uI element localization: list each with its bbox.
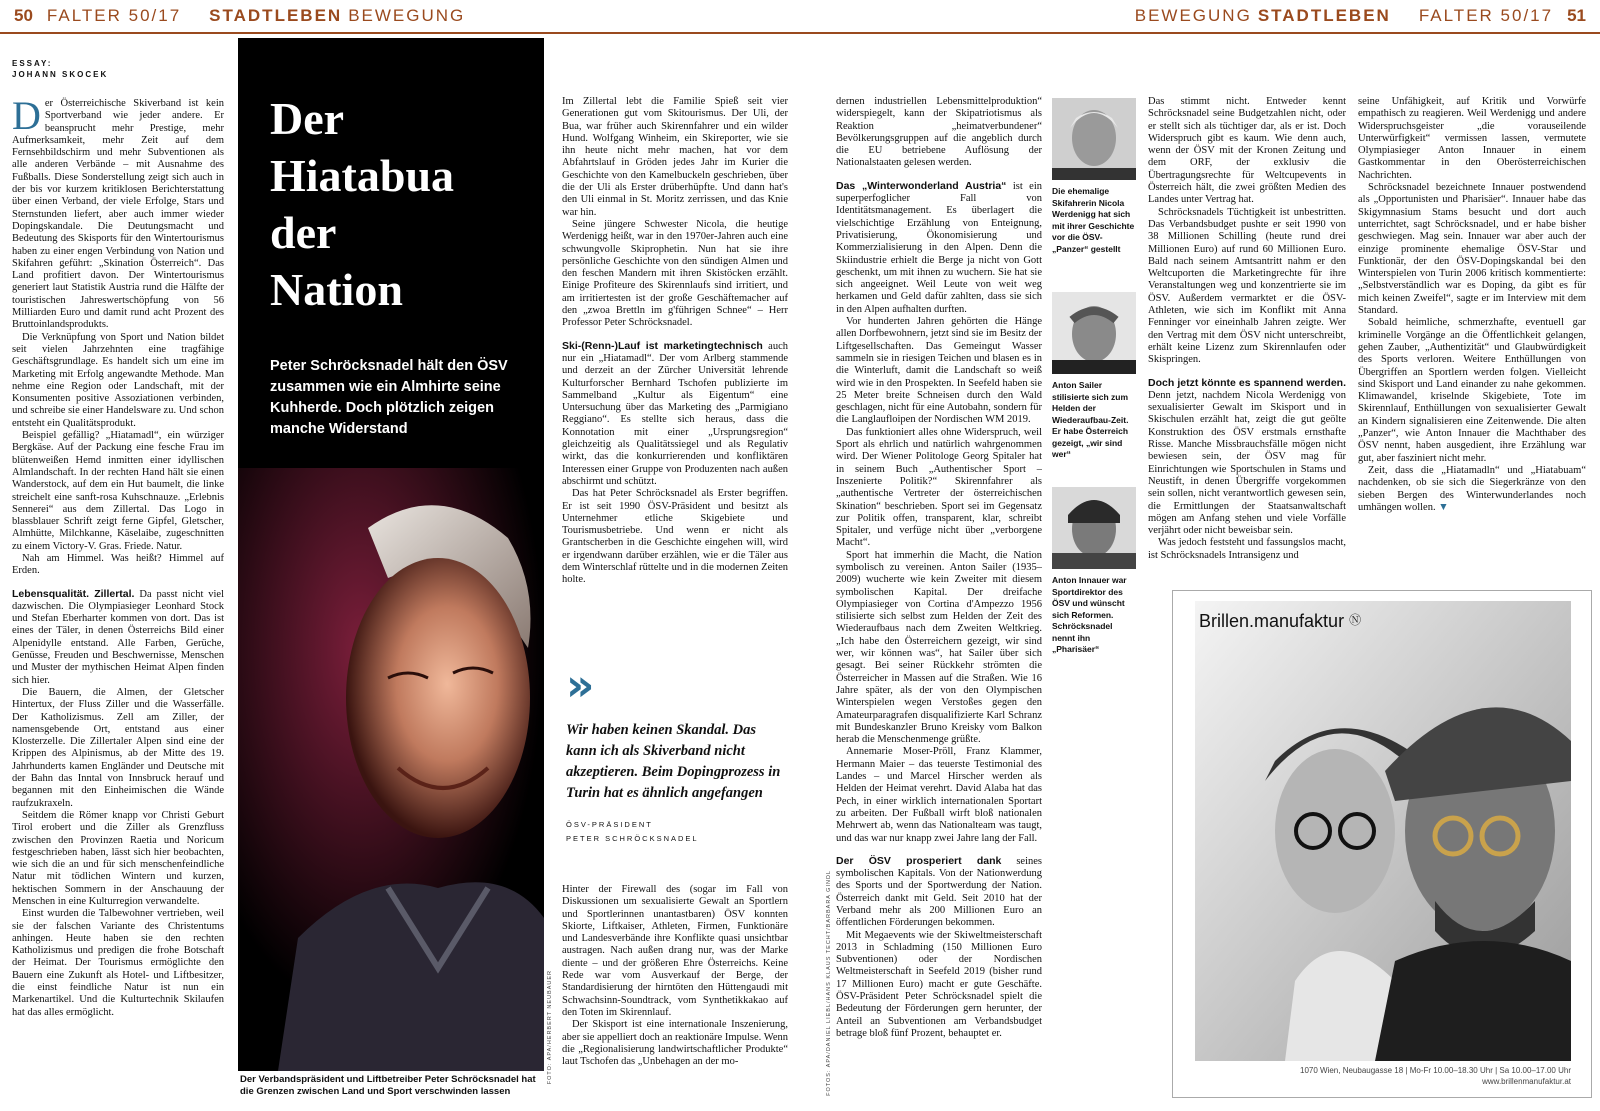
paragraph: Seitdem die Römer knapp vor Christi Geburt Tirol erobert und die Ziller als Grenzfluss zwischen den Provinzen Raetia und Noricum festgeschrieben haben, lässt sich hier beobachten, wie sich die an und für sich menschenfeindliche Natur mit tödlichen Wintern und kurzen, hektischen Sommern in der Anschauung der Menschen in eine Kulturregion verwandelte. — [12, 809, 224, 907]
byline — [12, 58, 224, 80]
subsection-left: BEWEGUNG — [348, 6, 466, 25]
byline-author: JOHANN SKOCEK — [12, 70, 109, 79]
pull-quote — [566, 660, 784, 846]
article-deck: Peter Schröcksnadel hält den ÖSV zusammen wie ein Almhirte seine Kuhherde. Doch plötzlich zeigen manche Widerstand — [270, 358, 508, 437]
paragraph: Vor hunderten Jahren gehörten die Hänge allen Dorfbewohnern, jetzt sind sie im Besitz der Liftgesellschaften. Das Gemeingut Wasser sammeln sie in riesigen Teichen und blasen es in die Winterluft, damit die Landschaft so weiß wird wie in den Prospekten. In Seefeld haben sie 25 Meter breite Schneisen durch den Wald geschlagen, nicht für eine Autobahn, sondern für die Langlaufloipen der Nordischen WM 2019. — [836, 316, 1042, 426]
paragraph: Mit Megaevents wie der Skiweltmeisterschaft 2013 in Schladming (150 Millionen Euro Subventionen) oder der Nordischen Weltmeisterschaft in Seefeld 2019 (bisher rund 17 Millionen Euro) macht er gute Geschäfte. ÖSV-Präsident Peter Schröcksnadel spielt die Bedeutung der Förderungen gern herunter, der Anteil an Subventionen am Verbandsbudget betrage bloß fünf Prozent, behauptet er. — [836, 929, 1042, 1039]
advertisement[interactable] — [1172, 590, 1592, 1098]
paragraph: Hinter der Firewall des (sogar im Fall von Diskussionen um sexualisierte Gewalt an Sportlern und Sportlerinnen unantastbaren) ÖSV konnten Skiorte, Liftkaiser, Athleten, Firmen, Funktionäre und Landesverbände ihre Konflikte quasi unsichtbar austragen. Nach außen drang nur, was der Marke diente – und der größeren Ehre Österreichs. Keine Rede war vom Ausverkauf der Berge, der Standardisierung der hirntöten den Hüttengaudi mit Schwachsinn-Soundtrack, vom Synthetikkakao auf den Toten im Skirennlauf. — [562, 884, 788, 1018]
paragraph: Schröcksnadels Tüchtigkeit ist unbestritten. Das Verbandsbudget pushte er seit 1990 von 38 Millionen Schilling (heute rund drei Millionen Euro) auf rund 60 Millionen Euro. Bald nach seinem Amtsantritt nahm er den Weltcuporten die Marketingrechte für ihre Veranstaltungen weg und konzentrierte sie im ÖSV. Außerdem vermarktet er die ÖSV-Athleten, wie sich im Konflikt mit Anna Fenninger vor eineinhalb Jahren zeigte. Wer den Vertrag mit dem ÖSV nicht unterschreibt, erhält keine Lizenz zum Skirennlaufen oder Skispringen. — [1148, 206, 1346, 366]
photo-credit-2: FOTOS: APA/DANIEL LIEBL/HANS KLAUS TECHT/BARBARA GINDL — [826, 870, 832, 1096]
subsection-right: BEWEGUNG — [1134, 6, 1252, 25]
paragraph: Die Bauern, die Almen, der Gletscher Hintertux, der Fluss Ziller und die Wasserfälle. Der Katholizismus. Zell am Ziller, der namensgebende Ort, entstand aus einer Klosterzelle. Die Zillertaler Alpen sind eine der Krippen des Alpinismus, ab der Mitte des 19. Jahrhunderts kamen Engländer und Deutsche mit der Bahn das Inntal von Innsbruck herauf und begannen mit den Einheimischen die Wände raufzukraxeln. — [12, 686, 224, 809]
caption-werdenigg: Die ehemalige Skifahrerin Nicola Werdenigg hat sich mit ihrer Geschichte vor die ÖSV-„Panzer“ gestellt — [1052, 186, 1135, 254]
ad-brand: Brillen.manufaktur Ⓝ — [1199, 611, 1362, 631]
page-number-left: 50 — [14, 6, 33, 25]
portrait-innauer — [1052, 487, 1136, 569]
ad-address: 1070 Wien, Neubaugasse 18 | Mo-Fr 10.00–18.30 Uhr | Sa 10.00–17.00 Uhr www.brillenmanufaktur.at — [1195, 1065, 1571, 1087]
paragraph: Zeit, dass die „Hiatamadln“ und „Hiatabuam“ nachdenken, ob sie sich die Siegerkränze von den sieben Bergen des Winterwunderlandes noch umhängen wollen. ▼ — [1358, 464, 1586, 513]
paragraph: Sport hat immerhin die Macht, die Nation symbolisch zu vereinen. Anton Sailer (1935–2009) wucherte wie kein Zweiter mit diesem symbolischen Kapital. Der dreifache Olympiasieger von Cortina d'Ampezzo 1956 stilisierte sich selbst zum Helden der Zeit des Wiederaufbaus nach dem Zweiten Weltkrieg. „Ich habe den Österreichern gezeigt, wir sind wer, wir können was“, hat Sailer über sich gesagt. Bei seiner Rückkehr strömten die Österreicher in Massen auf die Straßen. Wie 16 Jahre später, als der von den Olympischen Winterspielen wegen Verstoßes gegen den Amateurparagrafen disqualifizierte Karl Schranz mit Bundeskanzler Bruno Kreisky vom Balkon herab die Menschenmenge grüßte. — [836, 549, 1042, 746]
section-right: STADTLEBEN — [1257, 6, 1391, 25]
paragraph: Die Verknüpfung von Sport und Nation bildet seit vielen Jahrzehnten eine tragfähige Geschäftsgrundlage. Es handelt sich um eine im Marketing mit Erfolg angewandte Methode. Man nehme eine Region oder Landschaft, mit der Konsumenten positive Assoziationen verbinden, und schreibe sie einer Handelsware zu. Und schon entsteht ein Qualitätsprodukt. — [12, 331, 224, 429]
column-1 — [12, 58, 224, 1088]
portrait-sailer — [1052, 292, 1136, 374]
column-4 — [1148, 96, 1346, 576]
paragraph: dernen industriellen Lebensmittelproduktion“ widerspiegelt, kann der Skipatriotismus als Reaktion „heimatverbundener“ Bevölkerungsgruppen auf die angeblich durch die EU betriebene Auflösung der Nationalstaaten gelesen werden. — [836, 96, 1042, 169]
paragraph: Doch jetzt könnte es spannend werden. Denn jetzt, nachdem Nicola Werdenigg von sexualisierter Gewalt im Skisport und in Skischulen erzählt hat, zeigt die gut geölte Konstruktion des ÖSV erstmals ernsthafte Risse. Manche Missbrauchsfälle mögen nicht bewiesen sein, der ÖSV mag für Einrichtungen wie Sportschulen in Stams und Neustift, in denen Übergriffe vorgekommen sein sollen, nicht verantwortlich gewesen sein, die Ermittlungen der Staatsanwaltschaft mögen am Anfang stehen und viele Vorfälle verjährt oder nicht beweisbar sein. — [1148, 376, 1346, 537]
hero-photo-block — [238, 38, 544, 1071]
ad-photo — [1195, 601, 1571, 1061]
paragraph: Einst wurden die Talbewohner vertrieben, weil sie der falschen Variante des Christentums anhingen. Heute haben sie den rechten Katholizismus und predigen die frohe Botschaft der Heimat. Der Tourismus ermöglichte den Bauern eine Zukunft als Hotel- und Liftbesitzer, die einst feindliche Natur ist nun ein Markenartikel. Und die Kulturtechnik Skilaufen hat das alles ermöglicht. — [12, 908, 224, 1018]
section-left: STADTLEBEN — [209, 6, 343, 25]
paragraph: Beispiel gefällig? „Hiatamadl“, ein würziger Bergkäse. Auf der Packung eine fesche Frau im blütenweißen Hemd inmitten einer idyllischen Almlandschaft. In der rechten Hand hält sie einen Wanderstock, auf dem ein Hut baumelt, die linke streichelt eine sanft-rosa Kuhschnauze. „Erlebnis Sennerei“ aus dem Zillertal. Das Logo in blassblauer Schrift zeigt ferne Gipfel, Gletscher, Almhütte, Milchkanne, Käselaibe, zugeschnitten zu einem Victory-V. Gras. Friede. Natur. — [12, 430, 224, 552]
paragraph: Nah am Himmel. Was heißt? Himmel auf Erden. — [12, 552, 224, 577]
page-number-right: 51 — [1567, 6, 1586, 25]
portrait-photo — [238, 468, 544, 1071]
article-title: Der Hiatabua der Nation — [270, 93, 455, 315]
header-left — [14, 0, 465, 32]
end-mark-icon: ▼ — [1438, 501, 1449, 513]
paragraph: Das „Winterwonderland Austria“ ist ein superperfoglicher Fall von Identitätsmanagement. Es überlagert die vielschichtige Erzählung von Enteignung, Privatisierung, Ökonomisierung und Kommerzialisierung in den Alpen. Denn die Skiindustrie erhielt die Berge ja nicht von Gott geschenkt, um mit ihnen zu wuchern. Sie hat sie sich angeeignet. Weil Leute von weit weg herkamen und Geld dafür zahlten, dass sie sich in den Alpen aufhalten durften. — [836, 179, 1042, 315]
photo-caption: Der Verbandspräsident und Liftbetreiber Peter Schröcksnadel hat die Grenzen zwischen Land und Sport verschwinden lassen — [240, 1074, 536, 1097]
paragraph: Sobald heimliche, schmerzhafte, eventuell gar kriminelle Vorgänge an die Öffentlichkeit gelangen, gehen Zauber, „Authentizität“ und Glaubwürdigkeit des Sports verloren. Weitere Enthüllungen von Übergriffen an Sportlern werden folgen. Vielleicht sind Skisport und Land einander zu nahe gekommen. Klimawandel, kriselnde Skigebiete, Tote im Skirennlauf, Enthüllungen von sexualisierter Gewalt an Kindern signalisieren eine Zeitenwende. Die alten „Panzer“, wie Anton Innauer die Machthaber des ÖSV nennt, haben ausgedient, ihre Erzählung war gut, aber fasziniert nicht mehr. — [1358, 317, 1586, 464]
paragraph: Seine jüngere Schwester Nicola, die heutige Werdenigg heißt, war in den 1970er-Jahren auch eine schwungvolle Skiprophetin. Nun hat sie ihre persönliche Geschichte von den sündigen Almen und den feschen Mandern mit ihren Skistöcken erzählt. Einige Profiteure des Skirennlaufs sind irritiert, und am irritiertesten ist der große Geschäftemacher auf den „zwoa Brettln im g'führigen Schnee“ – Herr Professor Peter Schröcksnadel. — [562, 218, 788, 329]
lead-in: Doch jetzt könnte es spannend werden. — [1148, 376, 1346, 389]
lead-in: Lebensqualität. Zillertal. — [12, 587, 135, 600]
paragraph: Das funktioniert alles ohne Widerspruch, weil Sport als ehrlich und natürlich wahrgenommen wird. Der Wiener Politologe Georg Spitaler hat in seinem Buch „Authentischer Sport – Inszenierte Politik?“ Skirennfahrer als „authentische Vertreter der österreichischen Skination“ beschrieben. Sport sei im Gegensatz zur Politik offen, transparent, klar, schreibt Spitaler, und verfüge nicht über „verborgene Macht“. — [836, 426, 1042, 549]
column-2-bottom — [562, 884, 788, 1096]
paragraph: Ski-(Renn-)Lauf ist marketingtechnisch auch nur ein „Hiatamadl“. Der vom Arlberg stammende und derzeit an der Zürcher Universität lehrende Kulturforscher Bernhard Tschofen publizierte im Sammelband „Kultur als Eigentum“ eine Untersuchung über das Marketing des „Parmigiano Reggiano“. Es stellte sich heraus, dass die Konnotation mit einer „Ursprungsregion“ gleichzeitig als Qualitätssiegel und als Regulativ wirkt, das die konkurrierenden und konfliktären Interessen einer Gruppe von Produzenten nach außen abschirmt und schützt. — [562, 339, 788, 487]
caption-innauer: Anton Innauer war Sportdirektor des ÖSV und wünscht sich Reformen. Schröcksnadel nennt ihn „Pharisäer“ — [1052, 575, 1127, 654]
lead-in: Der ÖSV prosperiert dank — [836, 854, 1002, 867]
portrait-werdenigg — [1052, 98, 1136, 180]
quote-mark-icon: » — [566, 660, 595, 711]
lead-in: Das „Winterwonderland Austria“ — [836, 179, 1007, 192]
drop-cap: D — [12, 93, 41, 138]
column-2 — [562, 96, 788, 636]
paragraph: Das stimmt nicht. Entweder kennt Schröcksnadel seine Budgetzahlen nicht, oder er stellt sich als tüchtiger dar, als er ist. Doch Widerspruch gibt es kaum. Wie denn auch, wenn der ÖSV mit der Kronen Zeitung und dem ORF, der exklusiv die Übertragungsrechte für Weltcupevents in Österreich hält, die zwei größten Medien des Landes unter Vertrag hat. — [1148, 96, 1346, 206]
paragraph: Der ÖSV prosperiert dank seines symbolischen Kapitals. Von der Nationwerdung des Sports und der Sportwerdung der Nation. Österreich dankt mit Geld. Seit 2010 hat der Verband mehr als 200 Millionen Euro an öffentlichen Förderungen bekommen. — [836, 854, 1042, 929]
paragraph: Der Skisport ist eine internationale Inszenierung, aber sie appelliert doch an reaktionäre Impulse. Wenn die „Regionalisierung landwirtschaftlicher Produkte“ laut Tschofen das „Unbehagen an der mo- — [562, 1019, 788, 1068]
lead-in: Ski-(Renn-)Lauf ist marketingtechnisch — [562, 339, 763, 352]
photo-credit: FOTO: APA/HERBERT NEUBAUER — [547, 970, 553, 1085]
quote-attribution: ÖSV-PRÄSIDENT PETER SCHRÖCKSNADEL — [566, 820, 699, 843]
ad-url-link[interactable]: www.brillenmanufaktur.at — [1482, 1077, 1571, 1086]
paragraph: Schröcksnadel bezeichnete Innauer postwendend als „Opportunisten und Pharisäer“. Innauer habe das Skigymnasium Stams besucht und dort auch unterrichtet, sagt Schröcksnadel, und er habe bisher geschwiegen. Mag sein. Innauer war aber auch der einzige prominente ehemalige ÖSV-Star und Funktionär, der den ÖSV-Dopingskandal bei den Winterspielen von Turin 2006 kritisch kommentierte: „Selbstverständlich war es Doping, da gibt es für mich keinen Zweifel“, sagte er im Interview mit dem Standard. — [1358, 182, 1586, 317]
paragraph: Der Österreichische Skiverband ist kein Sportverband wie jeder andere. Er beansprucht mehr Prestige, mehr Aufmerksamkeit, mehr Zeit auf dem Fernsehbildschirm und mehr Subventionen als alle anderen Verbände – mit Ausnahme des Fußballs. Diese Sonderstellung zeigt sich auch in der bis vor kurzem kritiklosen Berichterstattung über einen Verband, der viele Erfolge, Stars und Sternstunden liefert, aber auch immer wieder Dopingskandale. Die Deutungsmacht und Bedeutung des Skisports für den Wintertourismus haben zu einer engen Verbindung von Nation und Skifahren geführt: „Skination Österreich“. Das Land profitiert davon. Der Wintertourismus generiert laut Statistik Austria rund die Hälfte der touristischen Jahreswertschöpfung von 56 Milliarden Euro und damit rund acht Prozent des Bruttoinlandsprodukts. — [12, 93, 224, 331]
header-rule — [0, 32, 1600, 34]
paragraph: seine Unfähigkeit, auf Kritik und Vorwürfe empathisch zu reagieren. Weil Werdenigg und andere Widerspruchsgeister „die vorauseilende Unterwürfigkeit“ vermissen lassen, vermutete Olympiasieger Anton Innauer in einem Gastkommentar in den Oberösterreichischen Nachrichten. — [1358, 96, 1586, 181]
paragraph: Lebensqualität. Zillertal. Da passt nicht viel dazwischen. Die Olympiasieger Leonhard Stock und Stefan Eberharter kommen von dort. Das ist eines der Täler, in denen Österreichs Bild einer Alpenidylle entstand. Alle Farben, Gerüche, Genüsse, Freuden und Beschwernisse, Menschen und Muster der mythischen Heimat Alpen finden sich hier. — [12, 587, 224, 686]
byline-label: ESSAY: — [12, 59, 53, 68]
quote-text: Wir haben keinen Skandal. Das kann ich als Skiverband nicht akzeptieren. Beim Dopingprozess in Turin hat es ähnlich angefangen — [566, 722, 781, 801]
column-5 — [1358, 96, 1586, 576]
issue-left: FALTER 50/17 — [46, 6, 182, 25]
paragraph: Annemarie Moser-Pröll, Franz Klammer, Hermann Maier – das teuerste Testimonial des Landes – und Marcel Hirscher werden als Helden der Heimat verehrt. David Alaba hat das Pech, in einer wirklich internationalen Sportart zu arbeiten. Der Fußball wirft bloß nationalen Mehrwert ab, wenn das Nationalteam was taugt, und das war nur knapp zwei Jahre lang der Fall. — [836, 746, 1042, 844]
issue-right: FALTER 50/17 — [1418, 6, 1554, 25]
ad-brand-mark-icon: Ⓝ — [1349, 613, 1362, 627]
caption-sailer: Anton Sailer stilisierte sich zum Helden der Wiederaufbau-Zeit. Er habe Österreich gezeigt, „wir sind wer“ — [1052, 380, 1129, 459]
paragraph: Im Zillertal lebt die Familie Spieß seit vier Generationen gut vom Skitourismus. Der Uli, der Bua, war früher auch Skirennfahrer und ein wilder Hund. Wolfgang Winheim, ein Skireporter, wie sie ihn heute nicht mehr machen, hat vor dem Abfahrtslauf in Gröden jedes Jahr im Kurier die Geschichte von den Kamelbuckeln geschrieben, über die der Uli als Erster drüberhüpfte. Und dann hat's den Uli einmal in St. Moritz zerrissen, und das Knie war hin. — [562, 96, 788, 218]
paragraph: Das hat Peter Schröcksnadel als Erster begriffen. Er ist seit 1990 ÖSV-Präsident und besitzt als Unternehmer etliche Skigebiete und Tourismusbetriebe. Und wenn er nicht als Grantscherben in die Geschichte eingehen will, wird er irgendwann darüber erzählen, wie er die Täler aus dem Winterschlaf rüttelte und in die modernen Zeiten holte. — [562, 488, 788, 586]
column-3 — [836, 96, 1042, 1096]
header-right — [1135, 0, 1586, 32]
paragraph: Was jedoch feststeht und fassungslos macht, ist Schröcksnadels Intransigenz und — [1148, 537, 1346, 561]
